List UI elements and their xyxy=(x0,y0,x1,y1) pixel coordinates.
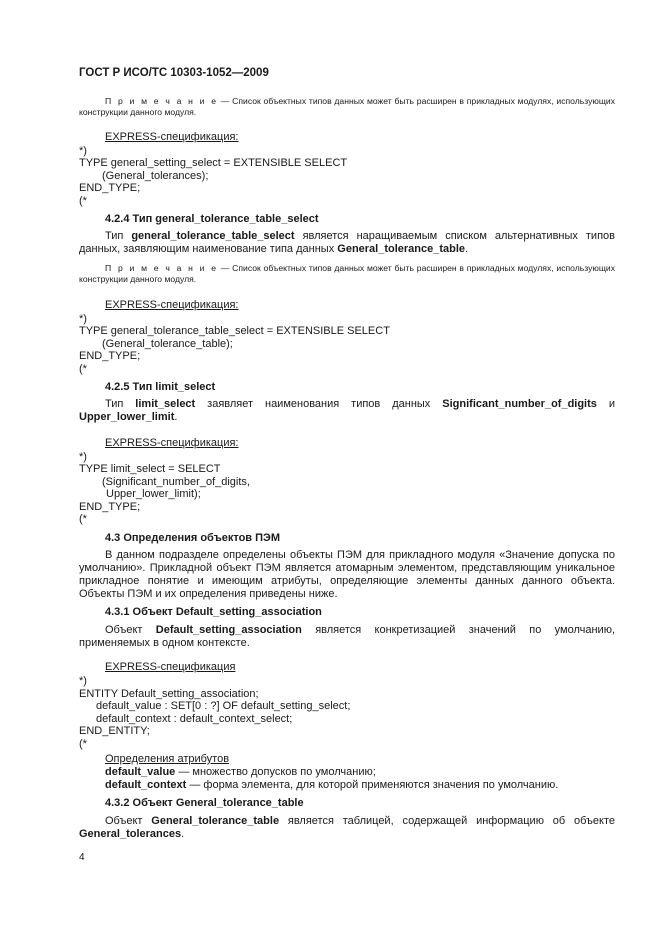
text: Объект xyxy=(105,624,156,636)
code-line: END_TYPE; xyxy=(79,182,141,194)
code-line: (* xyxy=(79,195,87,207)
note-text: — Список объектных типов данных может быть расширен в прикладных модулях, использующих конструкции данного модуля. xyxy=(79,263,616,284)
paragraph-4-2-5-line1 xyxy=(79,398,615,411)
code-line: ENTITY Default_setting_association; xyxy=(79,688,259,700)
term: General_tolerances xyxy=(79,828,182,840)
attribute-name: default_value xyxy=(105,766,176,778)
code-line: END_TYPE; xyxy=(79,350,141,362)
code-line: TYPE general_tolerance_table_select = EXTENSIBLE SELECT xyxy=(79,325,390,337)
code-line: (* xyxy=(79,363,87,375)
text: Тип xyxy=(105,230,132,242)
code-line: Upper_lower_limit); xyxy=(106,488,201,500)
term: limit_select xyxy=(135,398,196,410)
code-line: *) xyxy=(79,451,87,463)
code-line: *) xyxy=(79,313,87,325)
code-line: (General_tolerance_table); xyxy=(102,338,233,350)
page-number: 4 xyxy=(79,852,85,863)
document-header: ГОСТ Р ИСО/ТС 10303-1052—2009 xyxy=(79,67,269,79)
express-label: EXPRESS-спецификация xyxy=(105,661,236,673)
text: Тип xyxy=(105,398,136,410)
term: Significant_number_of_digits xyxy=(442,398,597,410)
code-line: (* xyxy=(79,738,87,750)
attribute-description: — форма элемента, для которой применяются значения по умолчанию. xyxy=(186,779,559,791)
note-1 xyxy=(79,96,615,118)
term: General_tolerance_table xyxy=(151,815,280,827)
code-line: *) xyxy=(79,145,87,157)
code-line: default_context : default_context_select; xyxy=(96,713,293,725)
section-heading-4-3-1: 4.3.1 Объект Default_setting_association xyxy=(105,606,322,618)
paragraph-4-2-5-line2 xyxy=(79,411,177,424)
attribute-name: default_context xyxy=(105,779,187,791)
code-line: (* xyxy=(79,513,87,525)
section-heading-4-3-2: 4.3.2 Объект General_tolerance_table xyxy=(105,797,304,809)
attribute-default-value xyxy=(105,766,376,779)
note-text: — Список объектных типов данных может быть расширен в прикладных модулях, использующих конструкции данного модуля. xyxy=(79,96,616,117)
paragraph-4-3-2 xyxy=(79,815,615,841)
section-heading-4-3: 4.3 Определения объектов ПЭМ xyxy=(105,532,281,544)
express-label: EXPRESS-спецификация: xyxy=(105,131,239,143)
term: General_tolerance_table xyxy=(337,243,466,255)
code-line: *) xyxy=(79,675,87,687)
term: Default_setting_association xyxy=(155,624,302,636)
section-heading-4-2-4: 4.2.4 Тип general_tolerance_table_select xyxy=(105,213,319,225)
text: . xyxy=(465,243,469,255)
text: является конкретизацией значений по умолчанию, применяемых в одном контексте. xyxy=(79,624,615,649)
attributes-title: Определения атрибутов xyxy=(105,753,230,765)
attribute-default-context xyxy=(105,779,558,792)
paragraph-4-3: В данном подразделе определены объекты ПЭМ для прикладного модуля «Значение допуска по умолчанию». Прикладной объект ПЭМ является атомарным элементом, представляющим уникальное прикладное понятие и имеющим атрибуты, определяющие элементы данных данного объекта. Объекты ПЭМ и их определения приведены ниже. xyxy=(79,549,615,600)
attribute-description: — множество допусков по умолчанию; xyxy=(175,766,376,778)
text: является наращиваемым списком альтернативных типов данных, заявляющим наименование типа данных xyxy=(79,230,615,255)
note-2 xyxy=(79,263,615,285)
paragraph-4-2-4 xyxy=(79,230,615,256)
express-label: EXPRESS-спецификация: xyxy=(105,299,239,311)
term: Upper_lower_limit xyxy=(79,411,175,423)
note-label: П р и м е ч а н и е xyxy=(105,263,219,273)
paragraph-4-3-1 xyxy=(79,624,615,650)
text: заявляет наименования типов данных xyxy=(195,398,443,410)
term: general_tolerance_table_select xyxy=(131,230,295,242)
code-line: (General_tolerances); xyxy=(102,170,209,182)
code-line: TYPE limit_select = SELECT xyxy=(79,463,221,475)
code-line: END_TYPE; xyxy=(79,501,141,513)
text: . xyxy=(181,828,185,840)
code-line: (Significant_number_of_digits, xyxy=(102,476,250,488)
text: является таблицей, содержащей информацию об объекте xyxy=(279,815,616,827)
code-line: default_value : SET[0 : ?] OF default_setting_select; xyxy=(96,700,351,712)
code-line: END_ENTITY; xyxy=(79,725,150,737)
code-line: TYPE general_setting_select = EXTENSIBLE SELECT xyxy=(79,157,348,169)
express-label: EXPRESS-спецификация: xyxy=(105,437,239,449)
text: Объект xyxy=(105,815,152,827)
note-label: П р и м е ч а н и е xyxy=(105,96,219,106)
section-heading-4-2-5: 4.2.5 Тип limit_select xyxy=(105,381,216,393)
text: и xyxy=(596,398,615,410)
text: . xyxy=(174,411,178,423)
